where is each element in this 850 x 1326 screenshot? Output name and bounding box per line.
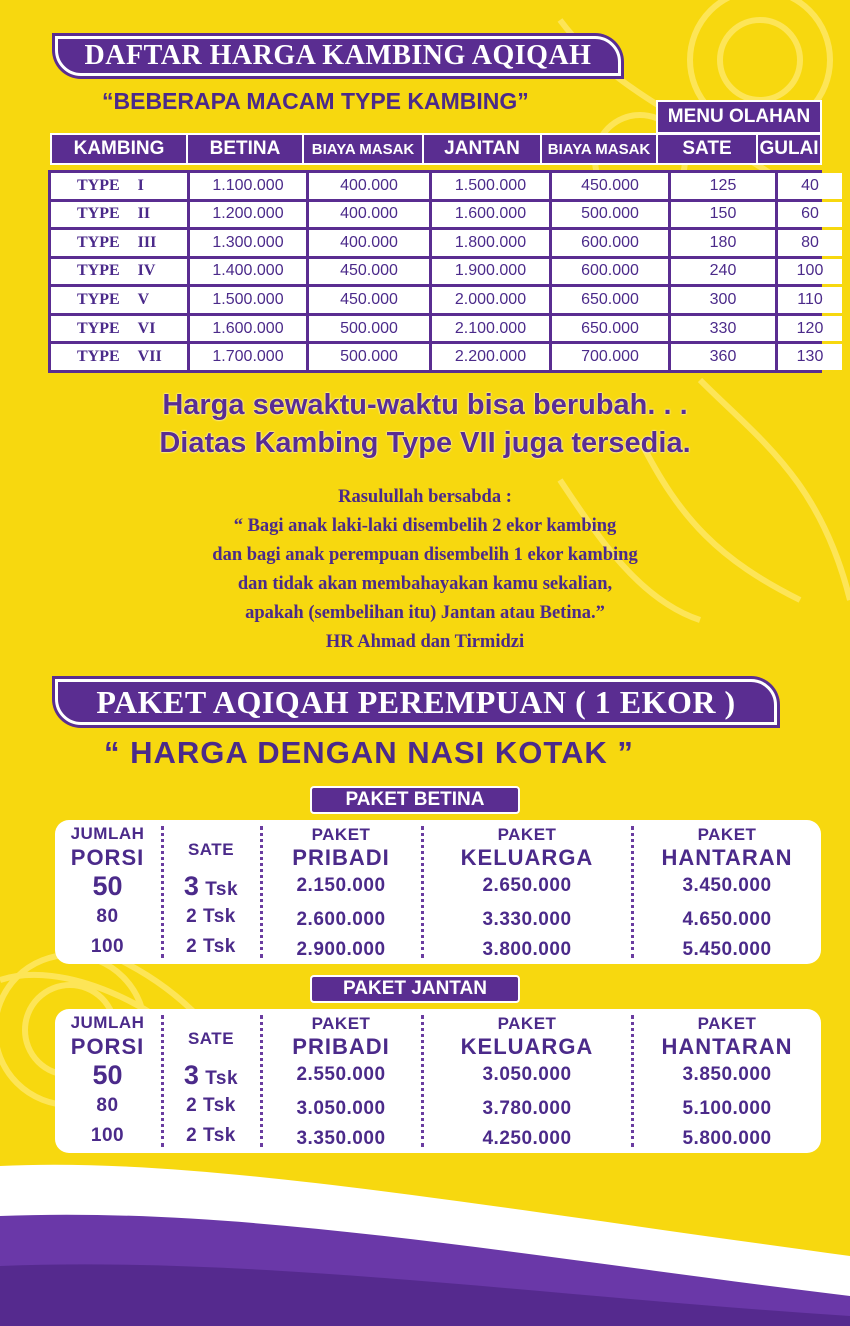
sate-value (163, 1060, 259, 1091)
price-cell-masak-jantan: 700.000 (552, 344, 668, 370)
type-label: TYPE (77, 205, 120, 223)
paket-keluarga-header: KELUARGA (460, 845, 594, 870)
porsi-value: 50 (92, 871, 123, 901)
type-cell (51, 202, 187, 228)
sate-value (163, 1125, 259, 1147)
paket-betina-label (310, 786, 520, 814)
sate-count: 2 (186, 936, 198, 957)
price-cell-betina: 1.500.000 (190, 287, 306, 313)
porsi-value: 80 (96, 906, 119, 927)
price-cell-masak-betina: 400.000 (309, 230, 429, 256)
header-sate (656, 133, 758, 165)
paket-keluarga-header-top: PAKET (497, 825, 557, 844)
paket-pribadi-header-top: PAKET (311, 1014, 371, 1033)
sate-unit: Tsk (205, 879, 239, 900)
footer-wave (0, 1146, 850, 1326)
price-cell-sate: 150 (671, 202, 775, 228)
pribadi-price: 2.550.000 (296, 1064, 386, 1085)
price-cell-sate: 300 (671, 287, 775, 313)
paket-pribadi-header: PRIBADI (292, 1034, 390, 1059)
price-cell-masak-jantan: 600.000 (552, 259, 668, 285)
type-label: TYPE (77, 291, 120, 309)
sate-unit: Tsk (203, 1095, 236, 1116)
sate-count: 2 (186, 906, 198, 927)
price-cell-sate: 125 (671, 173, 775, 199)
price-cell-betina: 1.200.000 (190, 202, 306, 228)
price-cell-masak-jantan: 500.000 (552, 202, 668, 228)
type-roman: VII (137, 348, 162, 366)
menu-olahan-label: MENU OLAHAN (667, 106, 811, 127)
paket-hantaran-header: HANTARAN (661, 845, 793, 870)
pribadi-price: 3.350.000 (296, 1128, 386, 1149)
price-cell-gulai: 100 (778, 259, 842, 285)
hantaran-price: 5.100.000 (682, 1098, 772, 1119)
porsi-value: 100 (90, 1125, 125, 1146)
keluarga-price: 2.650.000 (482, 875, 572, 896)
paket-betina-label-text: PAKET BETINA (345, 789, 485, 810)
price-cell-jantan: 1.900.000 (432, 259, 549, 285)
paket-hantaran-header-top: PAKET (697, 825, 757, 844)
keluarga-price: 3.330.000 (482, 909, 572, 930)
hantaran-price: 5.450.000 (682, 939, 772, 960)
price-cell-masak-jantan: 450.000 (552, 173, 668, 199)
price-list-subtitle: “BEBERAPA MACAM TYPE KAMBING” (102, 88, 529, 114)
price-cell-gulai: 120 (778, 316, 842, 342)
type-cell (51, 173, 187, 199)
hantaran-price: 3.850.000 (682, 1064, 772, 1085)
price-cell-betina: 1.700.000 (190, 344, 306, 370)
sate-count: 3 (183, 1060, 200, 1090)
sate-unit: Tsk (203, 906, 236, 927)
paket-jantan-label (310, 975, 520, 1003)
sate-count: 2 (186, 1125, 198, 1146)
price-cell-gulai: 40 (778, 173, 842, 199)
paket-pribadi-header: PRIBADI (292, 845, 390, 870)
sate-unit: Tsk (205, 1068, 239, 1089)
header-biaya-masak-jantan-label: BIAYA MASAK (547, 140, 651, 158)
porsi-value: 100 (90, 936, 125, 957)
paket-hantaran-header: HANTARAN (661, 1034, 793, 1059)
type-label: TYPE (77, 262, 120, 280)
paket-subtitle: “ HARGA DENGAN NASI KOTAK ” (104, 735, 634, 770)
header-betina (186, 133, 304, 165)
pribadi-price: 3.050.000 (296, 1098, 386, 1119)
price-cell-masak-betina: 500.000 (309, 344, 429, 370)
sate-header: SATE (187, 840, 235, 859)
price-cell-sate: 330 (671, 316, 775, 342)
hantaran-price: 4.650.000 (682, 909, 772, 930)
header-biaya-masak-jantan (540, 133, 658, 165)
type-cell (51, 287, 187, 313)
type-cell (51, 316, 187, 342)
hadith-line: dan bagi anak perempuan disembelih 1 ekor kambing (212, 545, 638, 565)
porsi-header: PORSI (70, 845, 145, 870)
pribadi-price: 2.150.000 (296, 875, 386, 896)
type-roman: IV (137, 262, 156, 280)
type-cell (51, 230, 187, 256)
paket-jantan-table (55, 1009, 821, 1153)
price-cell-gulai: 80 (778, 230, 842, 256)
jumlah-header: JUMLAH (70, 824, 145, 843)
type-label: TYPE (77, 348, 120, 366)
price-cell-masak-betina: 450.000 (309, 287, 429, 313)
header-biaya-masak-betina-label: BIAYA MASAK (311, 140, 415, 158)
header-gulai-label: GULAI (759, 138, 819, 159)
price-cell-gulai: 110 (778, 287, 842, 313)
notice-price-change: Harga sewaktu-waktu bisa berubah. . . (162, 389, 688, 421)
hadith-source: HR Ahmad dan Tirmidzi (325, 632, 525, 652)
porsi-value: 80 (96, 1095, 119, 1116)
type-roman: V (137, 291, 150, 309)
price-cell-jantan: 2.200.000 (432, 344, 549, 370)
price-cell-jantan: 2.000.000 (432, 287, 549, 313)
paket-keluarga-header-top: PAKET (497, 1014, 557, 1033)
price-cell-gulai: 130 (778, 344, 842, 370)
keluarga-price: 3.800.000 (482, 939, 572, 960)
header-jantan-label: JANTAN (444, 138, 520, 159)
price-list-title-text: DAFTAR HARGA KAMBING AQIQAH (84, 40, 592, 71)
type-roman: I (137, 176, 144, 194)
porsi-header: PORSI (70, 1034, 145, 1059)
keluarga-price: 4.250.000 (482, 1128, 572, 1149)
price-cell-betina: 1.600.000 (190, 316, 306, 342)
type-cell (51, 344, 187, 370)
price-list-title (55, 36, 621, 76)
hadith-line: dan tidak akan membahayakan kamu sekalian, (237, 574, 613, 594)
paket-hantaran-header-top: PAKET (697, 1014, 757, 1033)
price-cell-betina: 1.400.000 (190, 259, 306, 285)
sate-unit: Tsk (203, 936, 236, 957)
price-cell-jantan: 1.500.000 (432, 173, 549, 199)
price-cell-masak-betina: 500.000 (309, 316, 429, 342)
price-cell-masak-jantan: 650.000 (552, 287, 668, 313)
sate-count: 2 (186, 1095, 198, 1116)
price-cell-jantan: 1.800.000 (432, 230, 549, 256)
paket-title (55, 679, 777, 725)
keluarga-price: 3.780.000 (482, 1098, 572, 1119)
price-cell-jantan: 1.600.000 (432, 202, 549, 228)
porsi-value: 50 (92, 1060, 123, 1090)
sate-value (163, 871, 259, 902)
paket-pribadi-header-top: PAKET (311, 825, 371, 844)
hadith-line: Rasulullah bersabda : (338, 487, 512, 507)
type-cell (51, 259, 187, 285)
price-table (48, 170, 822, 373)
header-betina-label: BETINA (209, 138, 281, 159)
type-roman: III (137, 233, 157, 251)
paket-jantan-label-text: PAKET JANTAN (343, 978, 487, 999)
sate-unit: Tsk (203, 1125, 236, 1146)
hadith-line: “ Bagi anak laki-laki disembelih 2 ekor kambing (233, 516, 617, 536)
pribadi-price: 2.600.000 (296, 909, 386, 930)
sate-value (163, 936, 259, 958)
pribadi-price: 2.900.000 (296, 939, 386, 960)
notice-type-availability: Diatas Kambing Type VII juga tersedia. (159, 427, 691, 459)
price-cell-masak-betina: 400.000 (309, 173, 429, 199)
price-cell-gulai: 60 (778, 202, 842, 228)
keluarga-price: 3.050.000 (482, 1064, 572, 1085)
sate-header: SATE (187, 1029, 235, 1048)
header-kambing (50, 133, 188, 165)
hadith-line: apakah (sembelihan itu) Jantan atau Betina.” (245, 603, 605, 623)
price-cell-betina: 1.300.000 (190, 230, 306, 256)
sate-value (163, 1095, 259, 1117)
type-label: TYPE (77, 233, 120, 251)
type-label: TYPE (77, 319, 120, 337)
paket-betina-table (55, 820, 821, 964)
price-cell-masak-betina: 400.000 (309, 202, 429, 228)
price-cell-masak-betina: 450.000 (309, 259, 429, 285)
type-roman: II (137, 205, 151, 223)
menu-olahan-header (656, 100, 822, 134)
header-sate-label: SATE (682, 138, 732, 159)
hantaran-price: 3.450.000 (682, 875, 772, 896)
price-cell-sate: 180 (671, 230, 775, 256)
jumlah-header: JUMLAH (70, 1013, 145, 1032)
paket-keluarga-header: KELUARGA (460, 1034, 594, 1059)
sate-value (163, 906, 259, 928)
price-cell-betina: 1.100.000 (190, 173, 306, 199)
header-biaya-masak-betina (302, 133, 424, 165)
price-cell-sate: 360 (671, 344, 775, 370)
price-cell-jantan: 2.100.000 (432, 316, 549, 342)
hantaran-price: 5.800.000 (682, 1128, 772, 1149)
price-cell-masak-jantan: 650.000 (552, 316, 668, 342)
header-jantan (422, 133, 542, 165)
header-kambing-label: KAMBING (73, 138, 165, 159)
type-roman: VI (137, 319, 156, 337)
paket-title-text: PAKET AQIQAH PEREMPUAN ( 1 EKOR ) (96, 683, 736, 720)
price-cell-sate: 240 (671, 259, 775, 285)
type-label: TYPE (77, 176, 120, 194)
header-gulai (756, 133, 822, 165)
sate-count: 3 (183, 871, 200, 901)
price-cell-masak-jantan: 600.000 (552, 230, 668, 256)
